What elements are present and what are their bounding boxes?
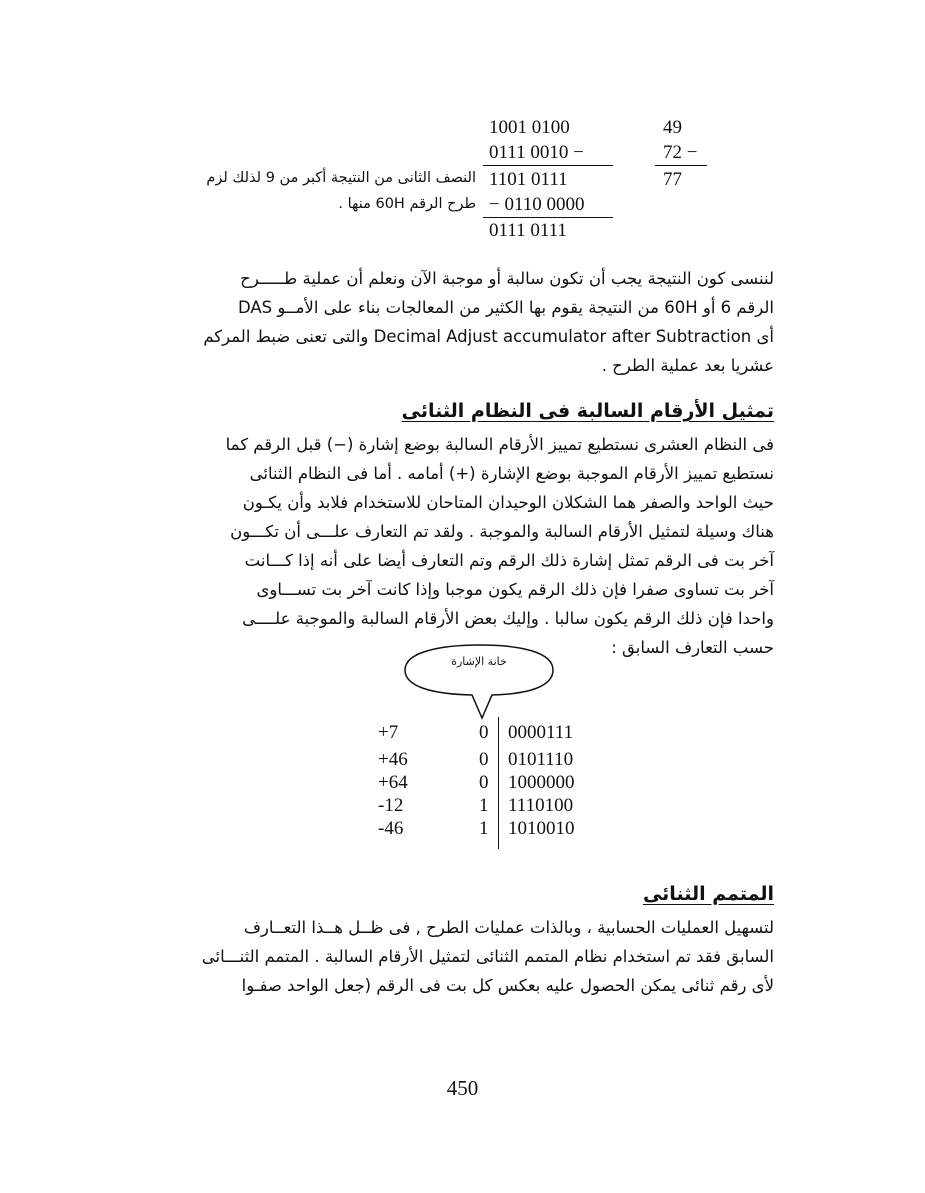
decimal-minuend: 49 — [663, 117, 682, 138]
paragraph-das — [152, 264, 774, 380]
binary-final-result: 0111 0111 — [489, 220, 567, 241]
binary-raw-result: 1101 0111 — [489, 169, 568, 190]
sign-divider-line — [498, 717, 499, 849]
table-decimal: +46 — [378, 749, 408, 770]
decimal-subtrahend: 72 − — [663, 142, 698, 163]
subtraction-note-line-2: طرح الرقم 60H منها . — [338, 196, 476, 212]
binary-correction: − 0110 0000 — [489, 194, 585, 215]
table-bits: 0101110 — [508, 749, 574, 770]
table-sign-bit: 1 — [479, 795, 489, 816]
table-sign-bit: 0 — [479, 722, 489, 743]
paragraph-line: عشريا بعد عملية الطرح . — [601, 356, 774, 375]
paragraph-line: آخر بت تساوى صفرا فإن ذلك الرقم يكون موجبا وإذا كانت آخر بت تســـاوى — [256, 580, 774, 599]
paragraph-line: هناك وسيلة لتمثيل الأرقام السالبة والموجبة . ولقد تم التعارف علـــى أن تكـــون — [230, 522, 774, 541]
paragraph-line: لأى رقم ثنائى يمكن الحصول عليه بعكس كل بت فى الرقم (جعل الواحد صفـوا — [241, 976, 774, 995]
paragraph-line: نستطيع تمييز الأرقام الموجبة بوضع الإشارة (+) أمامه . أما فى النظام الثنائى — [249, 464, 774, 483]
table-bits: 1000000 — [508, 772, 575, 793]
section-heading-twos-complement: المتمم الثنائى — [642, 883, 774, 905]
page-number: 450 — [446, 1076, 479, 1100]
table-decimal: +7 — [378, 722, 399, 743]
table-sign-bit: 0 — [479, 749, 489, 770]
paragraph-line: واحدا فإن ذلك الرقم يكون سالبا . وإليك بعض الأرقام السالبة والموجبة علــــى — [242, 609, 774, 628]
paragraph-line: حيث الواحد والصفر هما الشكلان الوحيدان المتاحان للاستخدام فلابد وأن يكـون — [242, 493, 774, 512]
paragraph-line: لننسى كون النتيجة يجب أن تكون سالبة أو موجبة الآن ونعلم أن عملية طـــــرح — [240, 269, 774, 288]
decimal-rule — [655, 165, 707, 166]
paragraph-line: آخر بت فى الرقم تمثل إشارة ذلك الرقم وتم التعارف أيضا على أنه إذا كـــانت — [244, 551, 774, 570]
table-decimal: -12 — [378, 795, 404, 816]
table-bits: 1010010 — [508, 818, 575, 839]
paragraph-line: الرقم 6 أو 60H من النتيجة يقوم بها الكثير من المعالجات بناء على الأمــو DAS — [237, 298, 774, 317]
paragraph-line: السابق فقد تم استخدام نظام المتمم الثنائى لتمثيل الأرقام السالبة . المتمم الثنـــائى — [201, 947, 774, 966]
paragraph-line: حسب التعارف السابق : — [611, 638, 774, 657]
binary-rule-1 — [483, 165, 613, 166]
table-sign-bit: 0 — [479, 772, 489, 793]
decimal-result: 77 — [663, 169, 682, 190]
paragraph-line: لتسهيل العمليات الحسابية ، وبالذات عمليات الطرح , فى ظــل هــذا التعــارف — [243, 918, 774, 937]
table-decimal: +64 — [378, 772, 408, 793]
paragraph-twos-complement — [152, 913, 774, 1000]
paragraph-line: فى النظام العشرى نستطيع تمييز الأرقام السالبة بوضع إشارة (−) قبل الرقم كما — [225, 435, 774, 454]
table-sign-bit: 1 — [479, 818, 489, 839]
binary-minuend: 1001 0100 — [489, 117, 570, 138]
callout-label: خانة الإشارة — [451, 655, 507, 668]
binary-rule-2 — [483, 217, 613, 218]
paragraph-sign-bit — [152, 430, 774, 662]
binary-subtrahend: 0111 0010 − — [489, 142, 584, 163]
sign-bit-callout — [400, 640, 560, 725]
table-bits: 1110100 — [508, 795, 574, 816]
subtraction-note-line-1: النصف الثانى من النتيجة أكبر من 9 لذلك لزم — [206, 170, 476, 186]
table-bits: 0000111 — [508, 722, 574, 743]
paragraph-line: أى Decimal Adjust accumulator after Subtraction والتى تعنى ضبط المركم — [203, 327, 774, 346]
table-decimal: -46 — [378, 818, 404, 839]
section-heading-negative-numbers: تمثيل الأرقام السالبة فى النظام الثنائى — [401, 400, 774, 422]
